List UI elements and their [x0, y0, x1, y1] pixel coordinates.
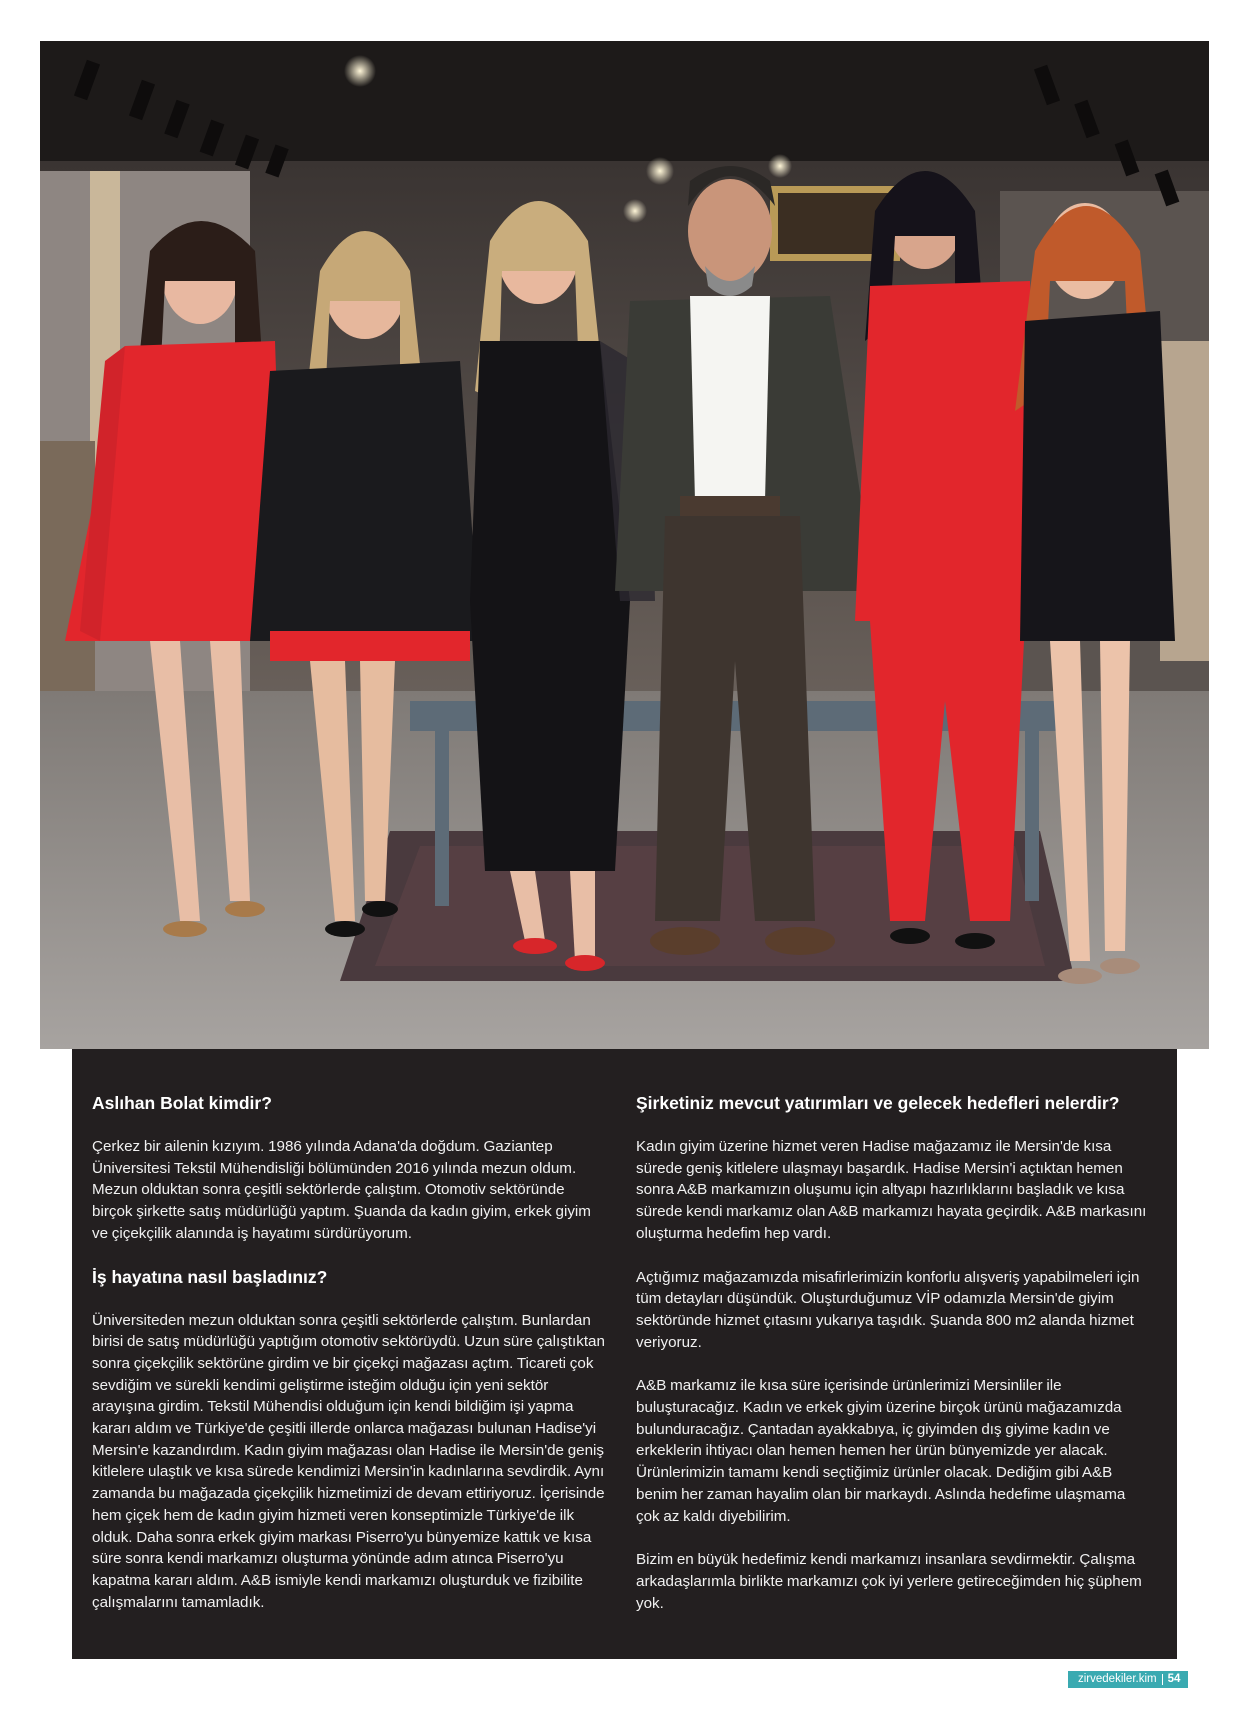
- right-column: [636, 1093, 1151, 1636]
- question-investments: Şirketiniz mevcut yatırımları ve gelecek hedefleri nelerdir?: [636, 1093, 1120, 1113]
- paragraph-products: A&B markamız ile kısa süre içerisinde ürünlerimizi Mersinliler ile buluşturacağız. Kadın ve erkek giyim üzerine birçok ürünü mağazamızda bulunduracağız. Çantadan ayakkabıya, iç giyimden dış giyime kadın ve erkeklerin ihtiyacı olan hemen hemen her ürün bünyemizde yer alacak. Ürünlerimizin tamamı kendi seçtiğimiz ürünler olacak. Dediğim gibi A&B benim her zaman hayalim olan bir markaydı. Aslında hedefime ulaşmama çok az kaldı diyebilirim.: [636, 1377, 1126, 1525]
- question-who: Aslıhan Bolat kimdir?: [92, 1093, 272, 1113]
- answer-who: Çerkez bir ailenin kızıyım. 1986 yılında Adana'da doğdum. Gaziantep Üniversitesi Tekstil Mühendisliği bölümünden 2016 yılında mezun oldum. Mezun olduktan sonra çeşitli sektörlerde çalıştım. Otomotiv sektöründe birçok şirkette satış müdürlüğü yaptım. Şuanda da kadın giyim, erkek giyim ve çiçekçilik alanında iş hayatımı sürdürüyorum.: [92, 1138, 591, 1242]
- site-name[interactable]: zirvedekiler.kim: [1078, 1673, 1157, 1685]
- left-column: [92, 1093, 607, 1635]
- footer-divider: [1162, 1674, 1163, 1685]
- page-footer: [1068, 1671, 1188, 1688]
- paragraph-store: Açtığımız mağazamızda misafirlerimizin konforlu alışveriş yapabilmeleri için tüm detayları düşündük. Oluşturduğumuz VİP odamızla Mersin'de giyim sektöründe hizmet çıtasını yukarıya taşıdık. Şuanda 800 m2 alanda hizmet veriyoruz.: [636, 1268, 1140, 1351]
- group-photo: [40, 41, 1209, 1049]
- article-panel: [72, 1049, 1177, 1659]
- page-number: 54: [1167, 1673, 1181, 1685]
- answer-career-start: Üniversiteden mezun olduktan sonra çeşitli sektörlerde çalıştım. Bunlardan birisi de satış müdürlüğü yaptığım otomotiv sektörüydü. Uzun süre çalıştıktan sonra çiçekçilik sektörüne girdim ve bir çiçekçi mağazası açtım. Ticareti çok sevdiğim ve sürekli kendimi geliştirme isteğim olduğu için yeni sektör arayışına girdim. Tekstil Mühendisi olduğum için kendi bildiğim işi yapma kararı aldım ve Türkiye'de çeşitli illerde onlarca mağazası bulunan Hadise'yi Mersin'e kazandırdım. Kadın giyim mağazası olan Hadise ile Mersin'de geniş kitlelere ulaştık ve kısa sürede kendimizi Mersin'in kadınlarına sevdirdik. Aynı zamanda bu mağazada çiçekçilik hizmetimizi de devam ettiriyoruz. İçerisinde hem çiçek hem de kadın giyim hizmeti veren konseptimizle Türkiye'de ilk olduk. Daha sonra erkek giyim markası Piserro'yu bünyemize kattık ve kısa süre sonra kendi markamızı oluşturma yönünde adım atınca Piserro'yu kapatma kararı aldım. A&B ismiyle kendi markamızı oluşturduk ve fizibilite çalışmalarını tamamladık.: [92, 1311, 605, 1611]
- paragraph-hadise: Kadın giyim üzerine hizmet veren Hadise mağazamız ile Mersin'de kısa sürede geniş kitlelere ulaşmayı başardık. Hadise Mersin'i açtıktan hemen sonra A&B markamızın oluşumu için altyapı hazırlıklarını başladık ve kısa sürede kendi markamız olan A&B markamızı hayata geçirdik. A&B markasını oluşturma hedefim hep vardı.: [636, 1138, 1147, 1242]
- question-career-start: İş hayatına nasıl başladınız?: [92, 1266, 328, 1287]
- paragraph-goal: Bizim en büyük hedefimiz kendi markamızı insanlara sevdirmektir. Çalışma arkadaşlarımla birlikte markamızı çok iyi yerlere getireceğimden hiç şüphem yok.: [636, 1551, 1142, 1612]
